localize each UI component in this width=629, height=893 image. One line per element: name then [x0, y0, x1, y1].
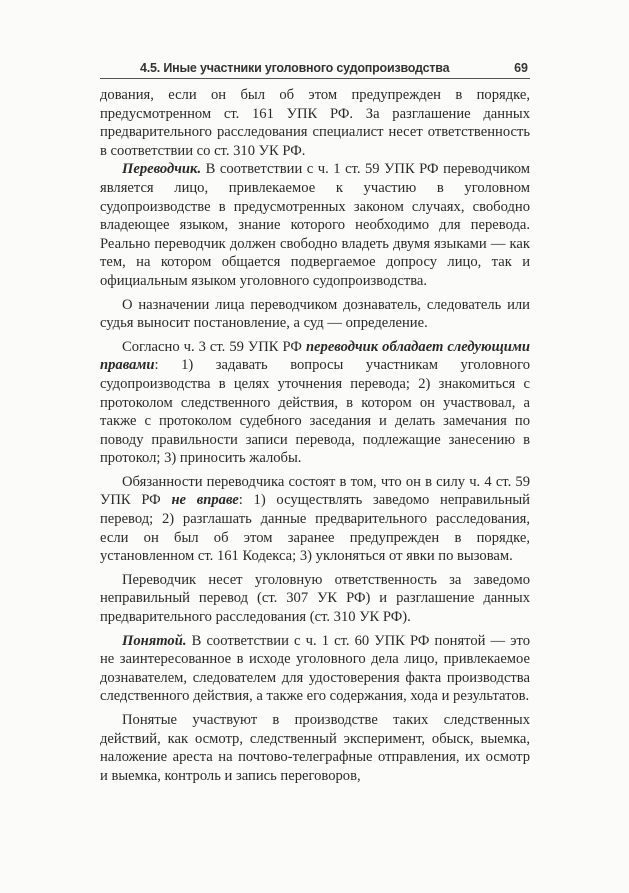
paragraph-liability — [100, 571, 530, 627]
page-body — [100, 86, 530, 785]
paragraph-text: : 1) задавать вопросы участникам уголовного судопроизводства в целях уточнения перевода; 2) знакомиться с протоколом следственного действия, в котором он участвовал, а также с протоколом судебного заседания и делать замечания по поводу правильности записи перевода, подлежащие занесению в протокол; 3) приносить жалобы. — [100, 357, 530, 467]
paragraph-text: дования, если он был об этом предупрежден в порядке, предусмотренном ст. 161 УПК РФ. За разглашение данных предварительного расследования специалист несет ответственность в соответствии со ст. 310 УК РФ. — [100, 87, 530, 159]
paragraph-continuation — [100, 86, 530, 160]
emphasis-not-entitled: не вправе — [171, 492, 239, 509]
paragraph-text: В соответствии с ч. 1 ст. 59 УПК РФ переводчиком является лицо, привлекаемое к участию в уголовном судопроизводстве в предусмотренных законом случаях, свободно владеющее языком, знание которого необходимо для перевода. Реально переводчик должен свободно владеть двумя языками — как тем, на котором общается подвергаемое допросу лицо, так и официальным языком уголовного судопроизводства. — [100, 161, 530, 289]
paragraph-text: : 1) осуществлять заведомо неправильный перевод; 2) разглашать данные предварительного расследования, если он был об этом заранее предупрежден в порядке, установленном ст. 161 Кодекса; 3) уклоняться от явки по вызовам. — [100, 492, 530, 565]
paragraph-text: Согласно ч. 3 ст. 59 УПК РФ — [122, 338, 306, 355]
section-title: 4.5. Иные участники уголовного судопроизводства — [140, 61, 450, 75]
paragraph-appointment — [100, 296, 530, 333]
emphasis-rights: переводчик обладает следующими правами — [100, 338, 530, 374]
page-number: 69 — [514, 61, 528, 75]
paragraph-text: В соответствии с ч. 1 ст. 60 УПК РФ понятой — это не заинтересованное в исходе уголовного дела лицо, привлекаемое дознавателем, следователем для удостоверения факта производства следственного действия, а также его содержания, хода и результатов. — [100, 632, 530, 705]
paragraph-rights — [100, 338, 530, 468]
paragraph-text: Переводчик несет уголовную ответственность за заведомо неправильный перевод (ст. 307 УК РФ) и разглашение данных предварительного расследования (ст. 310 УК РФ). — [100, 571, 530, 626]
paragraph-translator — [100, 160, 530, 290]
term-witness: Понятой. — [122, 632, 187, 649]
term-translator: Переводчик. — [122, 161, 202, 178]
paragraph-witness-actions — [100, 711, 530, 785]
paragraph-text: Понятые участвуют в производстве таких следственных действий, как осмотр, следственный эксперимент, обыск, выемка, наложение ареста на почтово-телеграфные отправления, их осмотр и выемка, контроль и запись переговоров, — [100, 712, 530, 784]
paragraph-text: О назначении лица переводчиком дознаватель, следователь или судья выносит постановление, а суд — определение. — [100, 296, 530, 332]
paragraph-witness — [100, 632, 530, 706]
paragraph-text: Обязанности переводчика состоят в том, что он в силу ч. 4 ст. 59 УПК РФ — [100, 473, 530, 509]
running-header — [100, 54, 530, 79]
paragraph-duties — [100, 473, 530, 566]
